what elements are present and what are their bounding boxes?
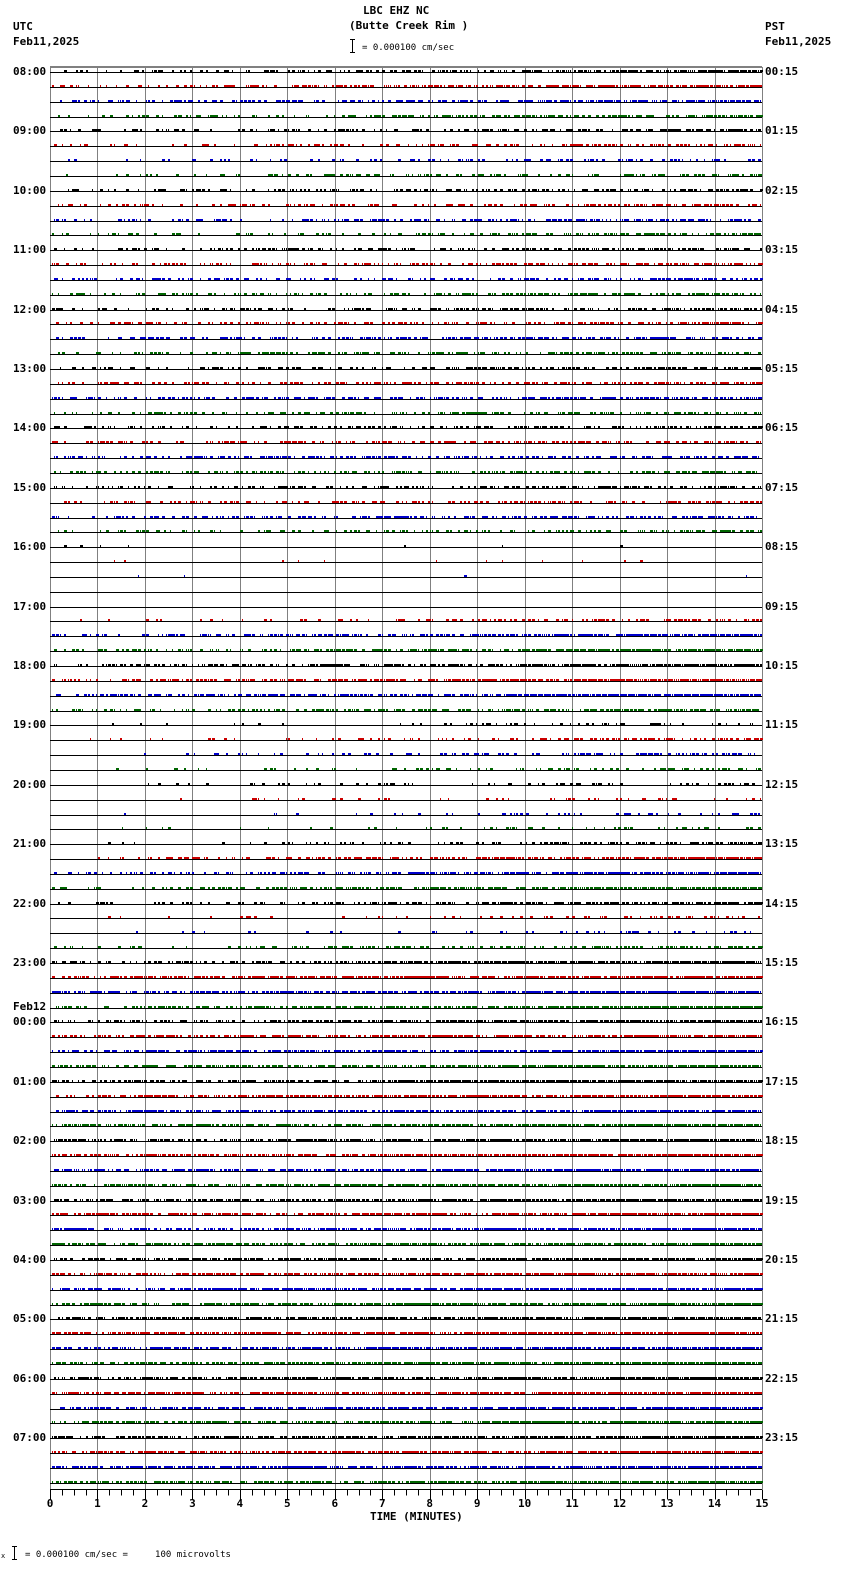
- utc-hour-label: 06:00: [13, 1371, 47, 1385]
- x-tick-label: 3: [189, 1497, 196, 1510]
- pst-hour-label: 00:15: [765, 65, 799, 78]
- utc-hour-label: 12:00: [13, 302, 47, 316]
- scale-label: = 0.000100 cm/sec: [362, 43, 455, 53]
- date-change-label: Feb12: [13, 1000, 47, 1014]
- site-name: (Butte Creek Rim ): [349, 19, 469, 32]
- utc-hour-label: 02:00: [13, 1134, 47, 1148]
- footer-scale-bar-icon: [14, 1546, 15, 1560]
- pst-hour-label: 16:15: [765, 1015, 799, 1029]
- utc-hour-label: 17:00: [13, 599, 47, 613]
- x-tick-label: 1: [94, 1497, 101, 1510]
- utc-hour-label: 04:00: [13, 1253, 47, 1266]
- footer-scale-label: = 0.000100 cm/sec = 100 microvolts: [25, 1550, 231, 1560]
- left-timezone: UTC: [13, 20, 33, 33]
- x-tick-label: 8: [426, 1497, 434, 1510]
- x-tick-label: 11: [565, 1497, 579, 1510]
- x-tick-label: 13: [660, 1497, 674, 1510]
- x-tick-label: 6: [331, 1497, 339, 1510]
- pst-hour-label: 17:15: [765, 1074, 799, 1088]
- utc-hour-label: 11:00: [13, 243, 47, 257]
- pst-hour-label: 19:15: [765, 1193, 799, 1207]
- utc-hour-label: 01:00: [13, 1074, 47, 1088]
- footer-scale-prefix: x: [1, 1552, 6, 1560]
- pst-hour-label: 02:15: [765, 183, 799, 197]
- x-tick-label: 12: [612, 1497, 627, 1510]
- right-timezone: PST: [765, 20, 785, 33]
- pst-hour-label: 05:15: [765, 362, 799, 375]
- x-tick-label: 15: [755, 1497, 769, 1510]
- pst-hour-label: 10:15: [765, 659, 799, 672]
- pst-hour-label: 08:15: [765, 540, 799, 554]
- x-tick-label: 14: [707, 1497, 722, 1510]
- pst-hour-label: 03:15: [765, 243, 799, 257]
- x-tick-label: 10: [518, 1497, 532, 1510]
- utc-hour-label: 23:00: [13, 956, 47, 969]
- utc-hour-label: 16:00: [13, 540, 47, 554]
- x-tick-label: 4: [236, 1497, 244, 1510]
- x-tick-label: 5: [284, 1497, 291, 1510]
- utc-hour-label: 15:00: [13, 480, 47, 494]
- utc-hour-label: 18:00: [13, 659, 47, 672]
- station-title: LBC EHZ NC: [363, 4, 430, 17]
- pst-hour-label: 11:15: [765, 718, 799, 732]
- utc-hour-label: 00:00: [13, 1015, 47, 1029]
- utc-hour-label: 19:00: [13, 718, 47, 732]
- pst-hour-label: 09:15: [765, 599, 799, 613]
- pst-hour-label: 22:15: [765, 1371, 799, 1385]
- utc-hour-label: 13:00: [13, 362, 47, 375]
- scale-bar-icon: [352, 39, 353, 53]
- pst-hour-label: 21:15: [765, 1312, 799, 1326]
- right-date: Feb11,2025: [765, 35, 832, 48]
- x-tick-label: 2: [141, 1497, 149, 1510]
- utc-hour-label: 22:00: [13, 896, 47, 910]
- utc-hour-label: 07:00: [13, 1431, 47, 1445]
- pst-hour-label: 01:15: [765, 124, 799, 138]
- pst-hour-label: 07:15: [765, 480, 799, 494]
- pst-hour-label: 12:15: [765, 777, 799, 791]
- utc-hour-label: 10:00: [13, 183, 47, 197]
- x-tick-label: 0: [46, 1497, 54, 1510]
- pst-hour-label: 18:15: [765, 1134, 799, 1148]
- utc-hour-label: 14:00: [13, 421, 47, 435]
- x-tick-label: 9: [473, 1497, 481, 1510]
- x-axis-label: TIME (MINUTES): [370, 1510, 463, 1523]
- utc-hour-label: 20:00: [13, 777, 47, 791]
- pst-hour-label: 20:15: [765, 1253, 799, 1266]
- pst-hour-label: 04:15: [765, 302, 799, 316]
- pst-hour-label: 23:15: [765, 1431, 799, 1445]
- pst-hour-label: 06:15: [765, 421, 799, 435]
- utc-hour-label: 03:00: [13, 1193, 47, 1207]
- utc-hour-label: 21:00: [13, 837, 47, 851]
- left-date: Feb11,2025: [13, 35, 80, 48]
- pst-hour-label: 15:15: [765, 956, 799, 969]
- pst-hour-label: 14:15: [765, 896, 799, 910]
- x-tick-label: 7: [378, 1497, 386, 1510]
- utc-hour-label: 08:00: [13, 65, 47, 78]
- pst-hour-label: 13:15: [765, 837, 799, 851]
- utc-hour-label: 05:00: [13, 1312, 47, 1326]
- utc-hour-label: 09:00: [13, 124, 47, 138]
